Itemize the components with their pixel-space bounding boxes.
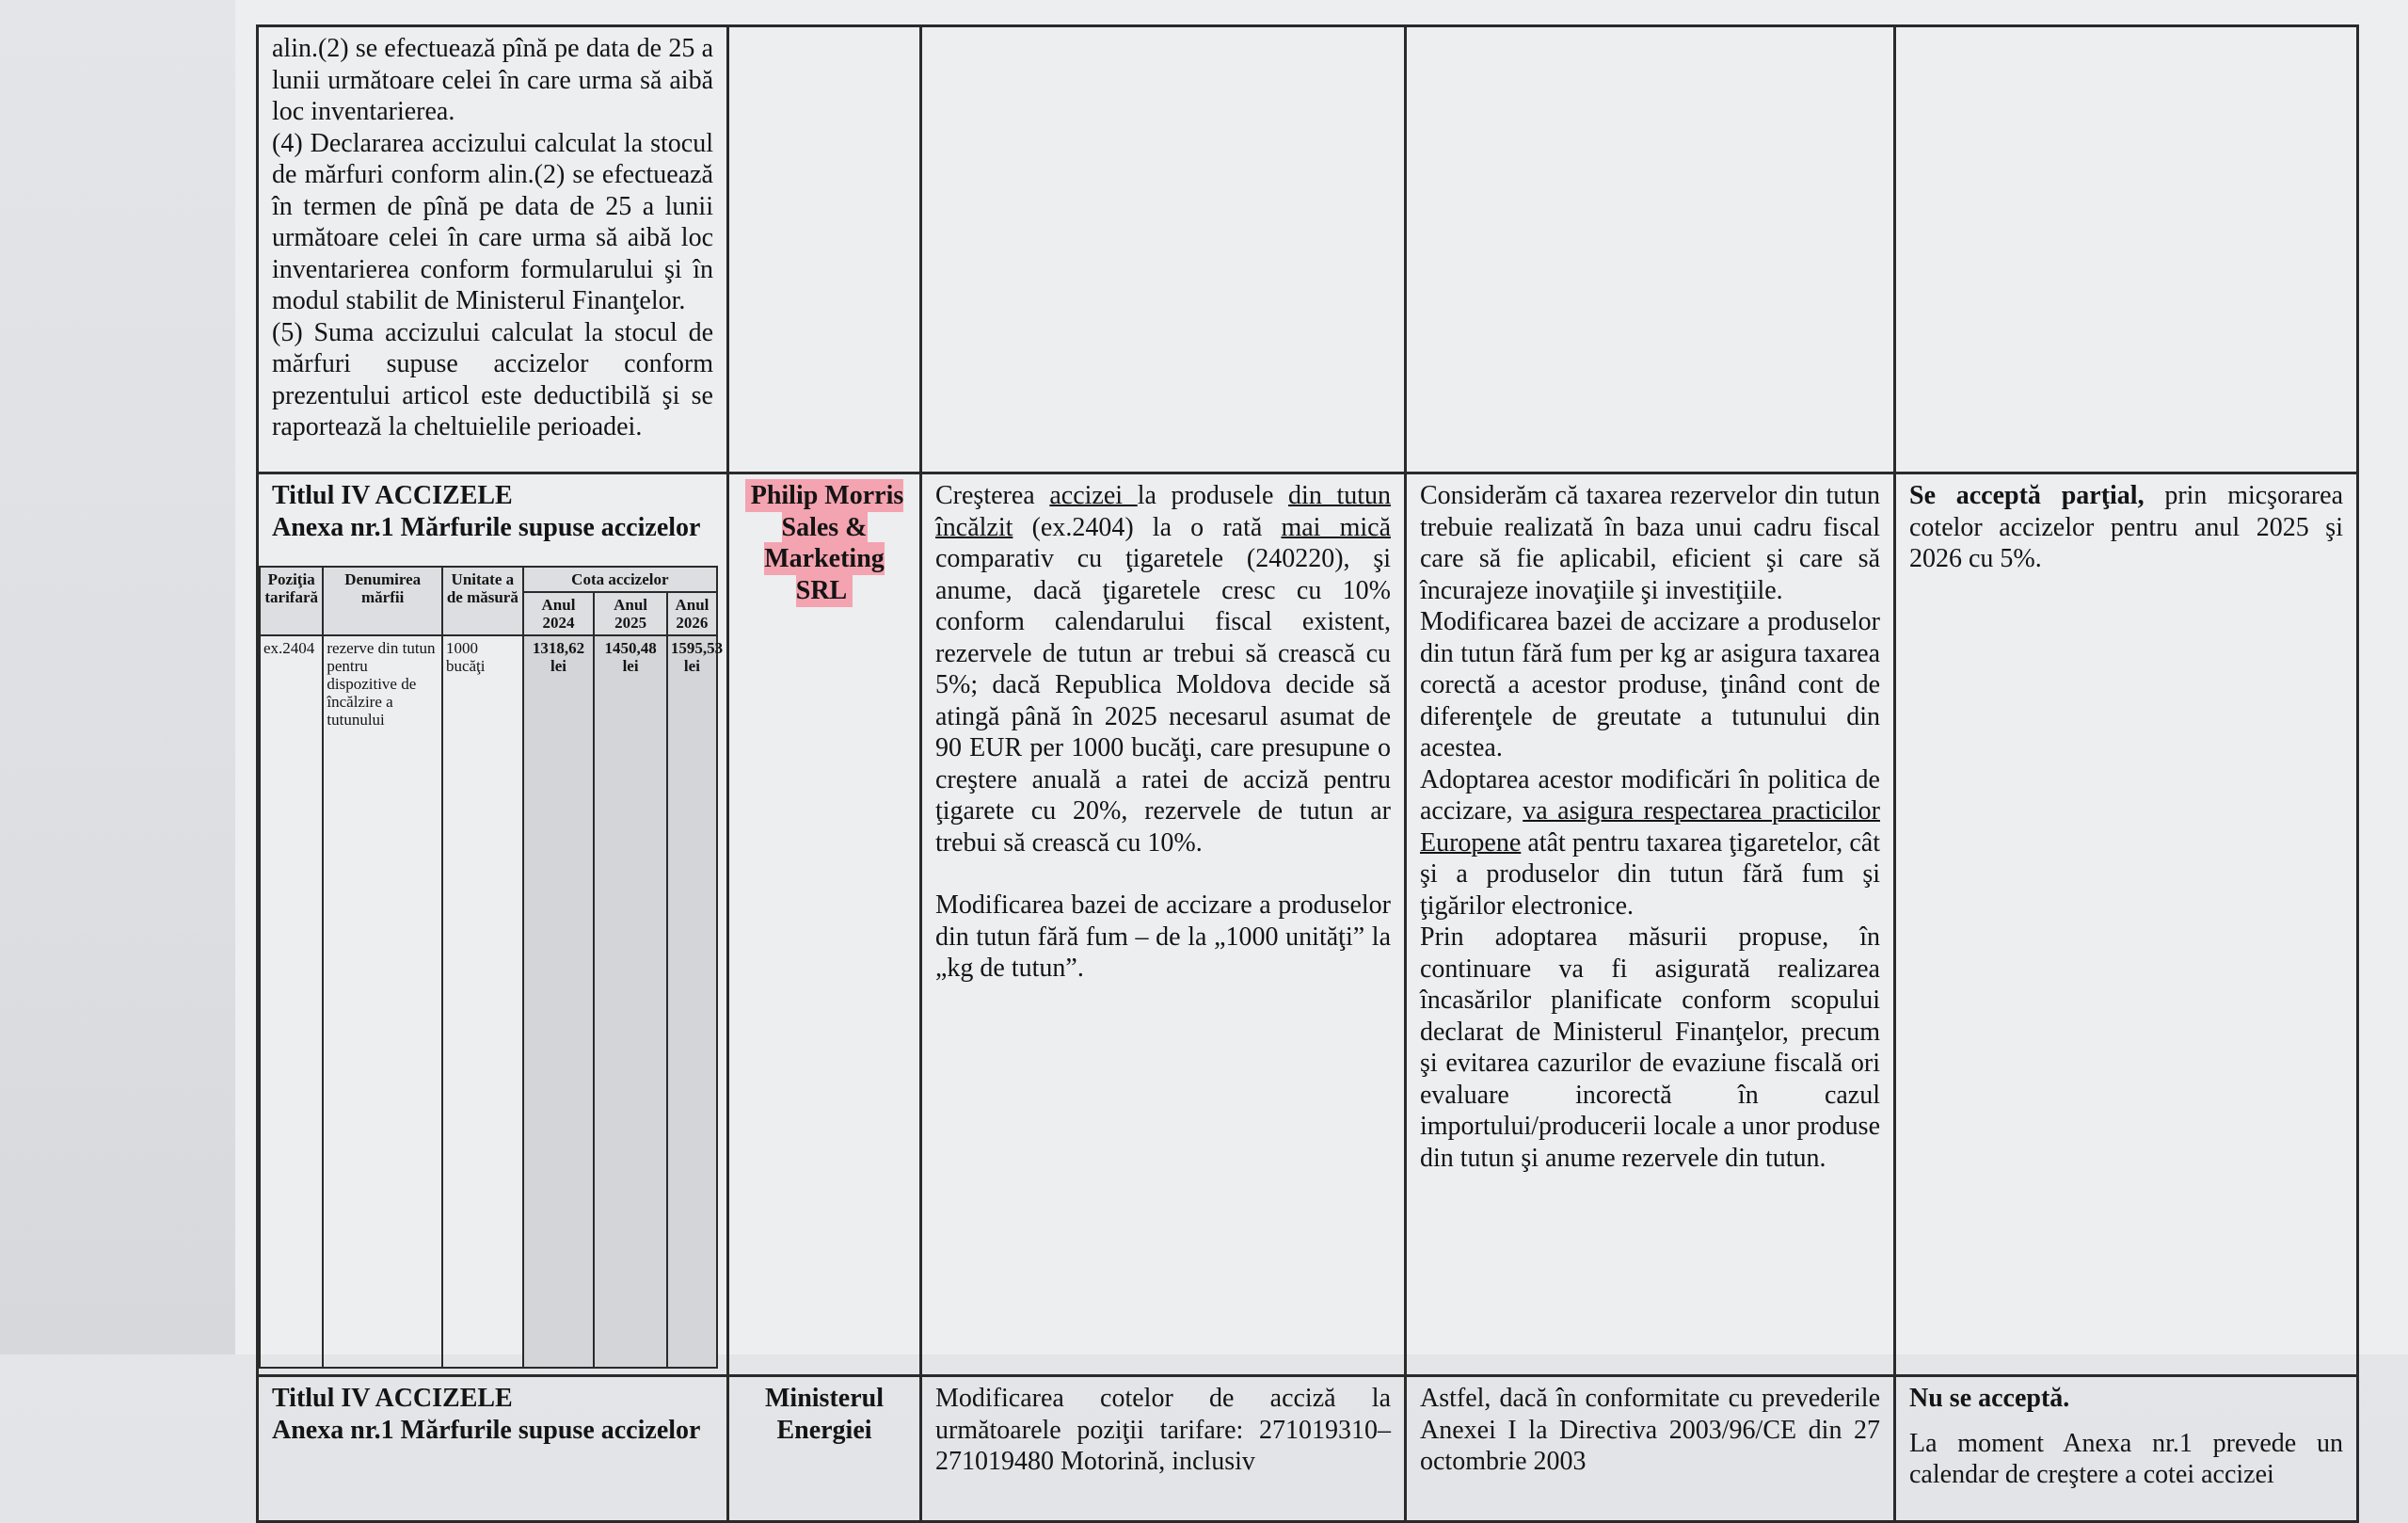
decision-text: Se acceptă parţial, prin micşorarea cotelor accizelor pentru anul 2025 şi 2026 cu 5%. xyxy=(1909,481,2344,573)
table-row xyxy=(258,26,2358,473)
section-title: Titlul IV ACCIZELE xyxy=(272,481,513,510)
rate-2025-value: 1450,48 lei xyxy=(594,635,667,1368)
argument-paragraph: Adoptarea acestor modificări în politica de accizare, va asigura respectarea practicilor Europene atât pentru taxarea ţigaretelor, cât şi a produselor din tutun fără fum şi ţigărilor electronice. xyxy=(1420,764,1880,921)
argument-paragraph: Modificarea bazei de accizare a produselor din tutun fără fum per kg ar asigura taxarea corectă a acestor produse, ţinând cont de diferenţele de greutate a tutunului din acestea. xyxy=(1420,607,1880,762)
table-row xyxy=(258,1376,2358,1522)
underlined-text: accizei xyxy=(1049,481,1138,510)
header-tariff-position: Poziţia tarifară xyxy=(260,567,323,635)
argument-cell xyxy=(1406,473,1895,1376)
section-subtitle: Anexa nr.1 Mărfurile supuse accizelor xyxy=(272,1415,701,1445)
header-unit: Unitate a de măsură xyxy=(442,567,523,635)
header-year-2026: Anul 2026 xyxy=(667,592,717,635)
decision-title: Nu se acceptă. xyxy=(1909,1384,2070,1413)
proposal-paragraph: Modificarea cotelor de acciză la următoarele poziţii tarifare: 271019310–271019480 Motorină, inclusiv xyxy=(935,1384,1391,1476)
article-text-cell xyxy=(258,473,728,1376)
unit-value: 1000 bucăţi xyxy=(442,635,523,1368)
excise-row xyxy=(260,635,717,1368)
argument-paragraph: Astfel, dacă în conformitate cu prevederile Anexei I la Directiva 2003/96/CE din 27 octombrie 2003 xyxy=(1420,1384,1880,1476)
proposal-cell xyxy=(921,1376,1406,1522)
author-cell xyxy=(728,473,921,1376)
decision-text: La moment Anexa nr.1 prevede un calendar de creştere a cotei accizei xyxy=(1909,1428,2343,1489)
section-subtitle: Anexa nr.1 Mărfurile supuse accizelor xyxy=(272,512,701,542)
article-paragraph: alin.(2) se efectuează pînă pe data de 25 a lunii următoare celei în care urma să aibă loc inventarierea. xyxy=(272,34,713,126)
article-text-cell xyxy=(258,1376,728,1522)
decision-cell xyxy=(1895,26,2358,473)
proposal-cell xyxy=(921,473,1406,1376)
proposal-paragraph: Creşterea accizei la produsele din tutun încălzit (ex.2404) la o rată mai mică comparativ cu ţigaretele (240220), şi anume, dacă ţigaretele cresc cu 10% conform calendarului fiscal existent, rezervele de tutun ar trebui să crească cu 5%; dacă Republica Moldova decide să atingă până în 2025 necesarul asumat de 90 EUR per 1000 bucăţi, care presupune o creştere anuală a ratei de acciză pentru ţigarete cu 20%, rezervele de tutun ar trebui să crească cu 10%. xyxy=(935,481,1392,858)
article-text-cell xyxy=(258,26,728,473)
header-year-2024: Anul 2024 xyxy=(523,592,595,635)
underlined-text: va asigura respectarea practicilor Europene xyxy=(1420,796,1880,858)
underlined-text: mai mică xyxy=(1281,512,1391,542)
table-row xyxy=(258,473,2358,1376)
proposal-cell xyxy=(921,26,1406,473)
author-cell xyxy=(728,26,921,473)
header-excise-rate: Cota accizelor xyxy=(523,567,717,592)
tariff-position-value: ex.2404 xyxy=(260,635,323,1368)
rate-2024-value: 1318,62 lei xyxy=(523,635,595,1368)
decision-cell xyxy=(1895,1376,2358,1522)
comments-table xyxy=(256,24,2359,1523)
argument-cell xyxy=(1406,26,1895,473)
argument-paragraph: Considerăm că taxarea rezervelor din tutun trebuie realizată în baza unui cadru fiscal care să fie aplicabil, eficient şi care să încurajeze inovaţiile şi investiţiile. xyxy=(1420,481,1880,605)
proposal-paragraph: Modificarea bazei de accizare a produselor din tutun fără fum – de la „1000 unităţi” la „kg de tutun”. xyxy=(935,890,1391,983)
header-goods-name: Denumirea mărfii xyxy=(323,567,442,635)
author-name-highlighted: Philip Morris Sales & Marketing SRL xyxy=(745,479,904,607)
excise-rate-table xyxy=(259,566,724,1369)
underlined-text: din tutun încălzit xyxy=(935,481,1392,542)
argument-paragraph: Prin adoptarea măsurii propuse, în continuare va fi asigurată realizarea încasărilor planificate conform scopului declarat de Ministerul Finanţelor, precum şi evitarea cazurilor de evaziune fiscală ori evaluare incorectă în cazul importului/producerii locale a unor produse din tutun şi anume rezervele din tutun. xyxy=(1420,922,1880,1173)
author-name: Ministerul Energiei xyxy=(765,1384,884,1445)
argument-cell xyxy=(1406,1376,1895,1522)
article-paragraph: (5) Suma accizului calculat la stocul de mărfuri supuse accizelor conform prezentului articol este deductibilă şi se raportează la cheltuielile perioadei. xyxy=(272,317,713,441)
rate-2026-value: 1595,53 lei xyxy=(667,635,717,1368)
goods-name-value: rezerve din tutun pentru dispozitive de încălzire a tutunului xyxy=(323,635,442,1368)
author-cell xyxy=(728,1376,921,1522)
section-title: Titlul IV ACCIZELE xyxy=(272,1384,513,1413)
header-year-2025: Anul 2025 xyxy=(594,592,667,635)
article-paragraph: (4) Declararea accizului calculat la stocul de mărfuri conform alin.(2) se efectuează în termen de pînă pe data de 25 a lunii următoare celei în care urma să aibă loc inventarierea conform formularului şi în modul stabilit de Ministerul Finanţelor. xyxy=(272,128,713,315)
decision-cell xyxy=(1895,473,2358,1376)
